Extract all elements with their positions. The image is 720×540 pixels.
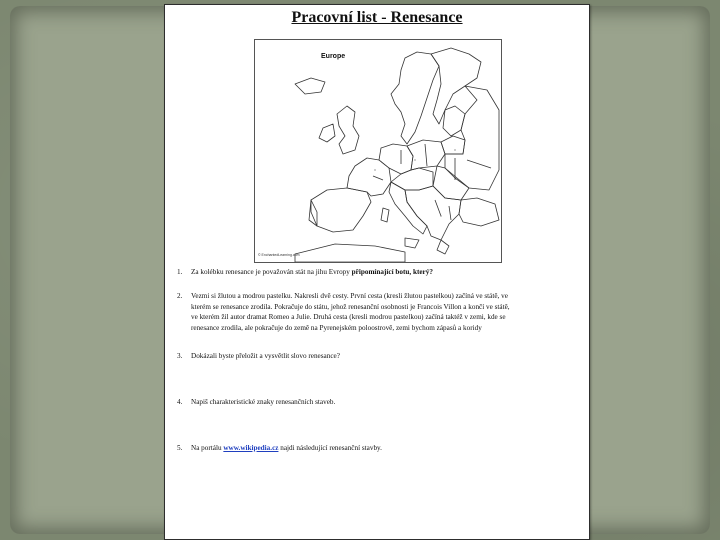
- wikipedia-link[interactable]: www.wikipedia.cz: [223, 444, 279, 452]
- question-text-part: Za kolébku renesance je považován stát na jihu Evropy: [191, 268, 352, 276]
- question-line: renesance zrodila, ale pokračuje do země na Pyrenejském poloostrově, zemi bychom zápasů a koridy: [191, 323, 482, 332]
- worksheet-page: [164, 4, 590, 540]
- europe-map: [254, 39, 502, 263]
- question-text: [191, 291, 590, 333]
- question-text: [191, 267, 590, 278]
- question-line: ve kterém žil autor dramat Romeo a Julie. Druhá cesta (kresli modrou pastelkou) začíná taktéž v zemi, kde se: [191, 313, 506, 322]
- question-line: kterém se renesance zrodila. Pokračuje do státu, jehož renesanční osobnosti je Francois Villon a končí ve státě,: [191, 302, 510, 311]
- question-line: Vezmi si žlutou a modrou pastelku. Nakresli dvě cesty. První cesta (kresli žlutou pastelkou) začíná ve státě, ve: [191, 292, 508, 300]
- question-number: 1.: [177, 268, 183, 276]
- question-text-emphasis: připomínající botu, který?: [351, 268, 433, 276]
- question-text: Dokázali byste přeložit a vysvětlit slovo renesance?: [191, 352, 340, 360]
- worksheet-title: Pracovní list - Renesance: [291, 9, 463, 26]
- question-number: 5.: [177, 444, 183, 452]
- map-credit: © EnchantedLearning.com: [258, 253, 300, 257]
- question-text-part: najdi následující renesanční stavby.: [278, 444, 382, 452]
- europe-outline-map: [255, 40, 501, 262]
- question-number: 2.: [177, 292, 183, 300]
- question-text-part: Na portálu: [191, 444, 224, 452]
- question-number: 4.: [177, 398, 183, 406]
- question-text: [191, 443, 590, 454]
- question-text: Napiš charakteristické znaky renesančních staveb.: [191, 398, 336, 406]
- map-title: Europe: [321, 53, 346, 60]
- question-number: 3.: [177, 352, 183, 360]
